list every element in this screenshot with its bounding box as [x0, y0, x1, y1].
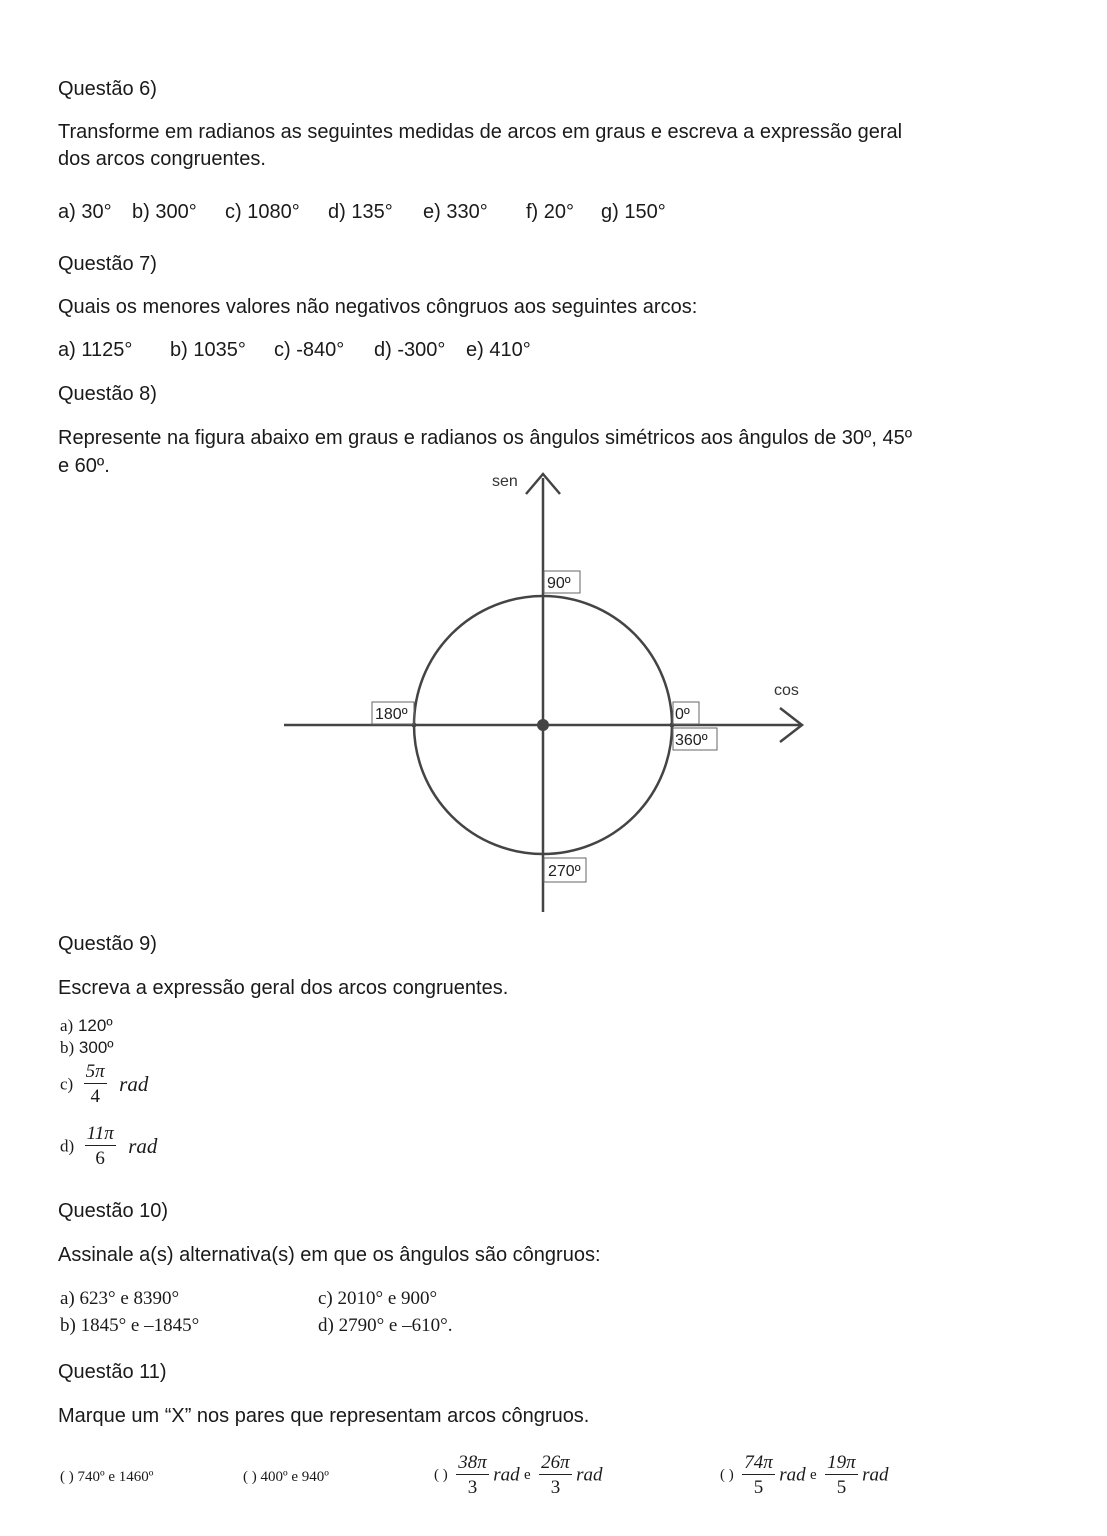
q6-item-a: a) 30°	[58, 201, 112, 223]
q11-option-4-num-2: 19π	[827, 1452, 856, 1473]
q9-item-d-fraction	[85, 1123, 116, 1170]
label-90: 90º	[547, 575, 571, 592]
q9-item-c-unit: rad	[119, 1071, 149, 1096]
cos-label: cos	[774, 682, 799, 699]
q11-option-3[interactable]	[434, 1452, 603, 1499]
q11-option-2[interactable]: ( ) 400º e 940º	[243, 1469, 329, 1485]
q9-item-c-label: c)	[60, 1074, 74, 1094]
point-0	[670, 723, 675, 728]
q11-option-3-den-1: 3	[467, 1476, 478, 1498]
q11-option-3-den-2: 3	[550, 1476, 561, 1498]
q7-item-b: b) 1035°	[170, 339, 246, 361]
label-360: 360º	[675, 732, 708, 749]
origin-dot	[537, 719, 549, 731]
q9-item-c-denominator: 4	[90, 1085, 100, 1107]
q11-option-3-conj: e	[524, 1466, 531, 1483]
q9-item-d-label: d)	[60, 1136, 75, 1156]
q10-item-b: b) 1845° e –1845°	[60, 1315, 200, 1336]
q7-item-d: d) -300°	[374, 339, 446, 361]
q9-item-d-unit: rad	[128, 1133, 158, 1158]
q9-item-d-denominator: 6	[95, 1147, 105, 1169]
q11-option-3-fraction-1	[456, 1452, 489, 1499]
q11-option-4-unit-1: rad	[779, 1464, 806, 1486]
q10-statement: Assinale a(s) alternativa(s) em que os ângulos são côngruos:	[58, 1244, 601, 1266]
q9-item-a-label: a)	[60, 1016, 74, 1035]
q9-item-a-value: 120º	[77, 1016, 113, 1035]
q7-item-c: c) -840°	[274, 339, 345, 361]
q10-item-c: c) 2010° e 900°	[318, 1288, 438, 1309]
q10-item-d: d) 2790° e –610°.	[318, 1315, 453, 1336]
q9-item-b	[60, 1038, 113, 1058]
q7-title: Questão 7)	[58, 253, 157, 275]
q6-item-b: b) 300°	[132, 201, 197, 223]
q6-title: Questão 6)	[58, 78, 157, 100]
q9-title: Questão 9)	[58, 933, 157, 955]
q11-option-3-unit-2: rad	[576, 1464, 603, 1486]
q8-title: Questão 8)	[58, 383, 157, 405]
q11-option-1[interactable]: ( ) 740º e 1460º	[60, 1469, 154, 1485]
q9-item-a	[60, 1016, 113, 1036]
q9-item-d-numerator: 11π	[86, 1123, 114, 1144]
q9-item-c-fraction	[84, 1061, 107, 1108]
q11-option-4[interactable]	[720, 1452, 889, 1499]
q9-item-b-value: 300º	[78, 1038, 114, 1057]
q8-statement-line2: e 60º.	[58, 455, 110, 477]
q11-statement: Marque um “X” nos pares que representam arcos côngruos.	[58, 1405, 590, 1427]
q11-option-4-unit-2: rad	[862, 1464, 889, 1486]
q11-option-4-checkbox[interactable]: ( )	[720, 1466, 734, 1483]
label-180: 180º	[375, 706, 408, 723]
q10-title: Questão 10)	[58, 1200, 169, 1222]
q11-option-4-den-1: 5	[753, 1476, 764, 1498]
q11-option-3-unit-1: rad	[493, 1464, 520, 1486]
q8-statement-line1: Represente na figura abaixo em graus e radianos os ângulos simétricos aos ângulos de 30º, 45º	[58, 427, 913, 449]
q11-option-4-num-1: 74π	[744, 1452, 773, 1473]
label-270: 270º	[548, 863, 581, 880]
label-0: 0º	[675, 706, 690, 723]
q11-option-4-conj: e	[810, 1466, 817, 1483]
q10-item-a: a) 623° e 8390°	[60, 1288, 180, 1309]
q11-title: Questão 11)	[58, 1361, 167, 1383]
q6-item-f: f) 20°	[526, 201, 575, 223]
q9-statement: Escreva a expressão geral dos arcos congruentes.	[58, 977, 509, 999]
q9-item-d	[60, 1123, 157, 1170]
q11-option-3-fraction-2	[539, 1452, 572, 1499]
q9-item-c-numerator: 5π	[85, 1061, 105, 1082]
q11-option-3-num-1: 38π	[458, 1452, 487, 1473]
q11-option-3-num-2: 26π	[541, 1452, 570, 1473]
q11-option-4-den-2: 5	[836, 1476, 847, 1498]
q6-item-d: d) 135°	[328, 201, 393, 223]
q11-option-3-checkbox[interactable]: ( )	[434, 1466, 448, 1483]
q9-item-c	[60, 1061, 148, 1108]
q9-item-b-label: b)	[60, 1038, 75, 1057]
q6-statement-line1: Transforme em radianos as seguintes medidas de arcos em graus e escreva a expressão geral	[58, 121, 903, 143]
q11-option-4-fraction-1	[742, 1452, 775, 1499]
q6-item-g: g) 150°	[601, 201, 666, 223]
sen-label: sen	[492, 473, 518, 490]
q6-item-c: c) 1080°	[225, 201, 300, 223]
q7-statement: Quais os menores valores não negativos côngruos aos seguintes arcos:	[58, 296, 698, 318]
q6-item-e: e) 330°	[423, 201, 488, 223]
q11-option-4-fraction-2	[825, 1452, 858, 1499]
q7-item-e: e) 410°	[466, 339, 531, 361]
q7-item-a: a) 1125°	[58, 339, 133, 361]
q6-statement-line2: dos arcos congruentes.	[58, 148, 266, 170]
